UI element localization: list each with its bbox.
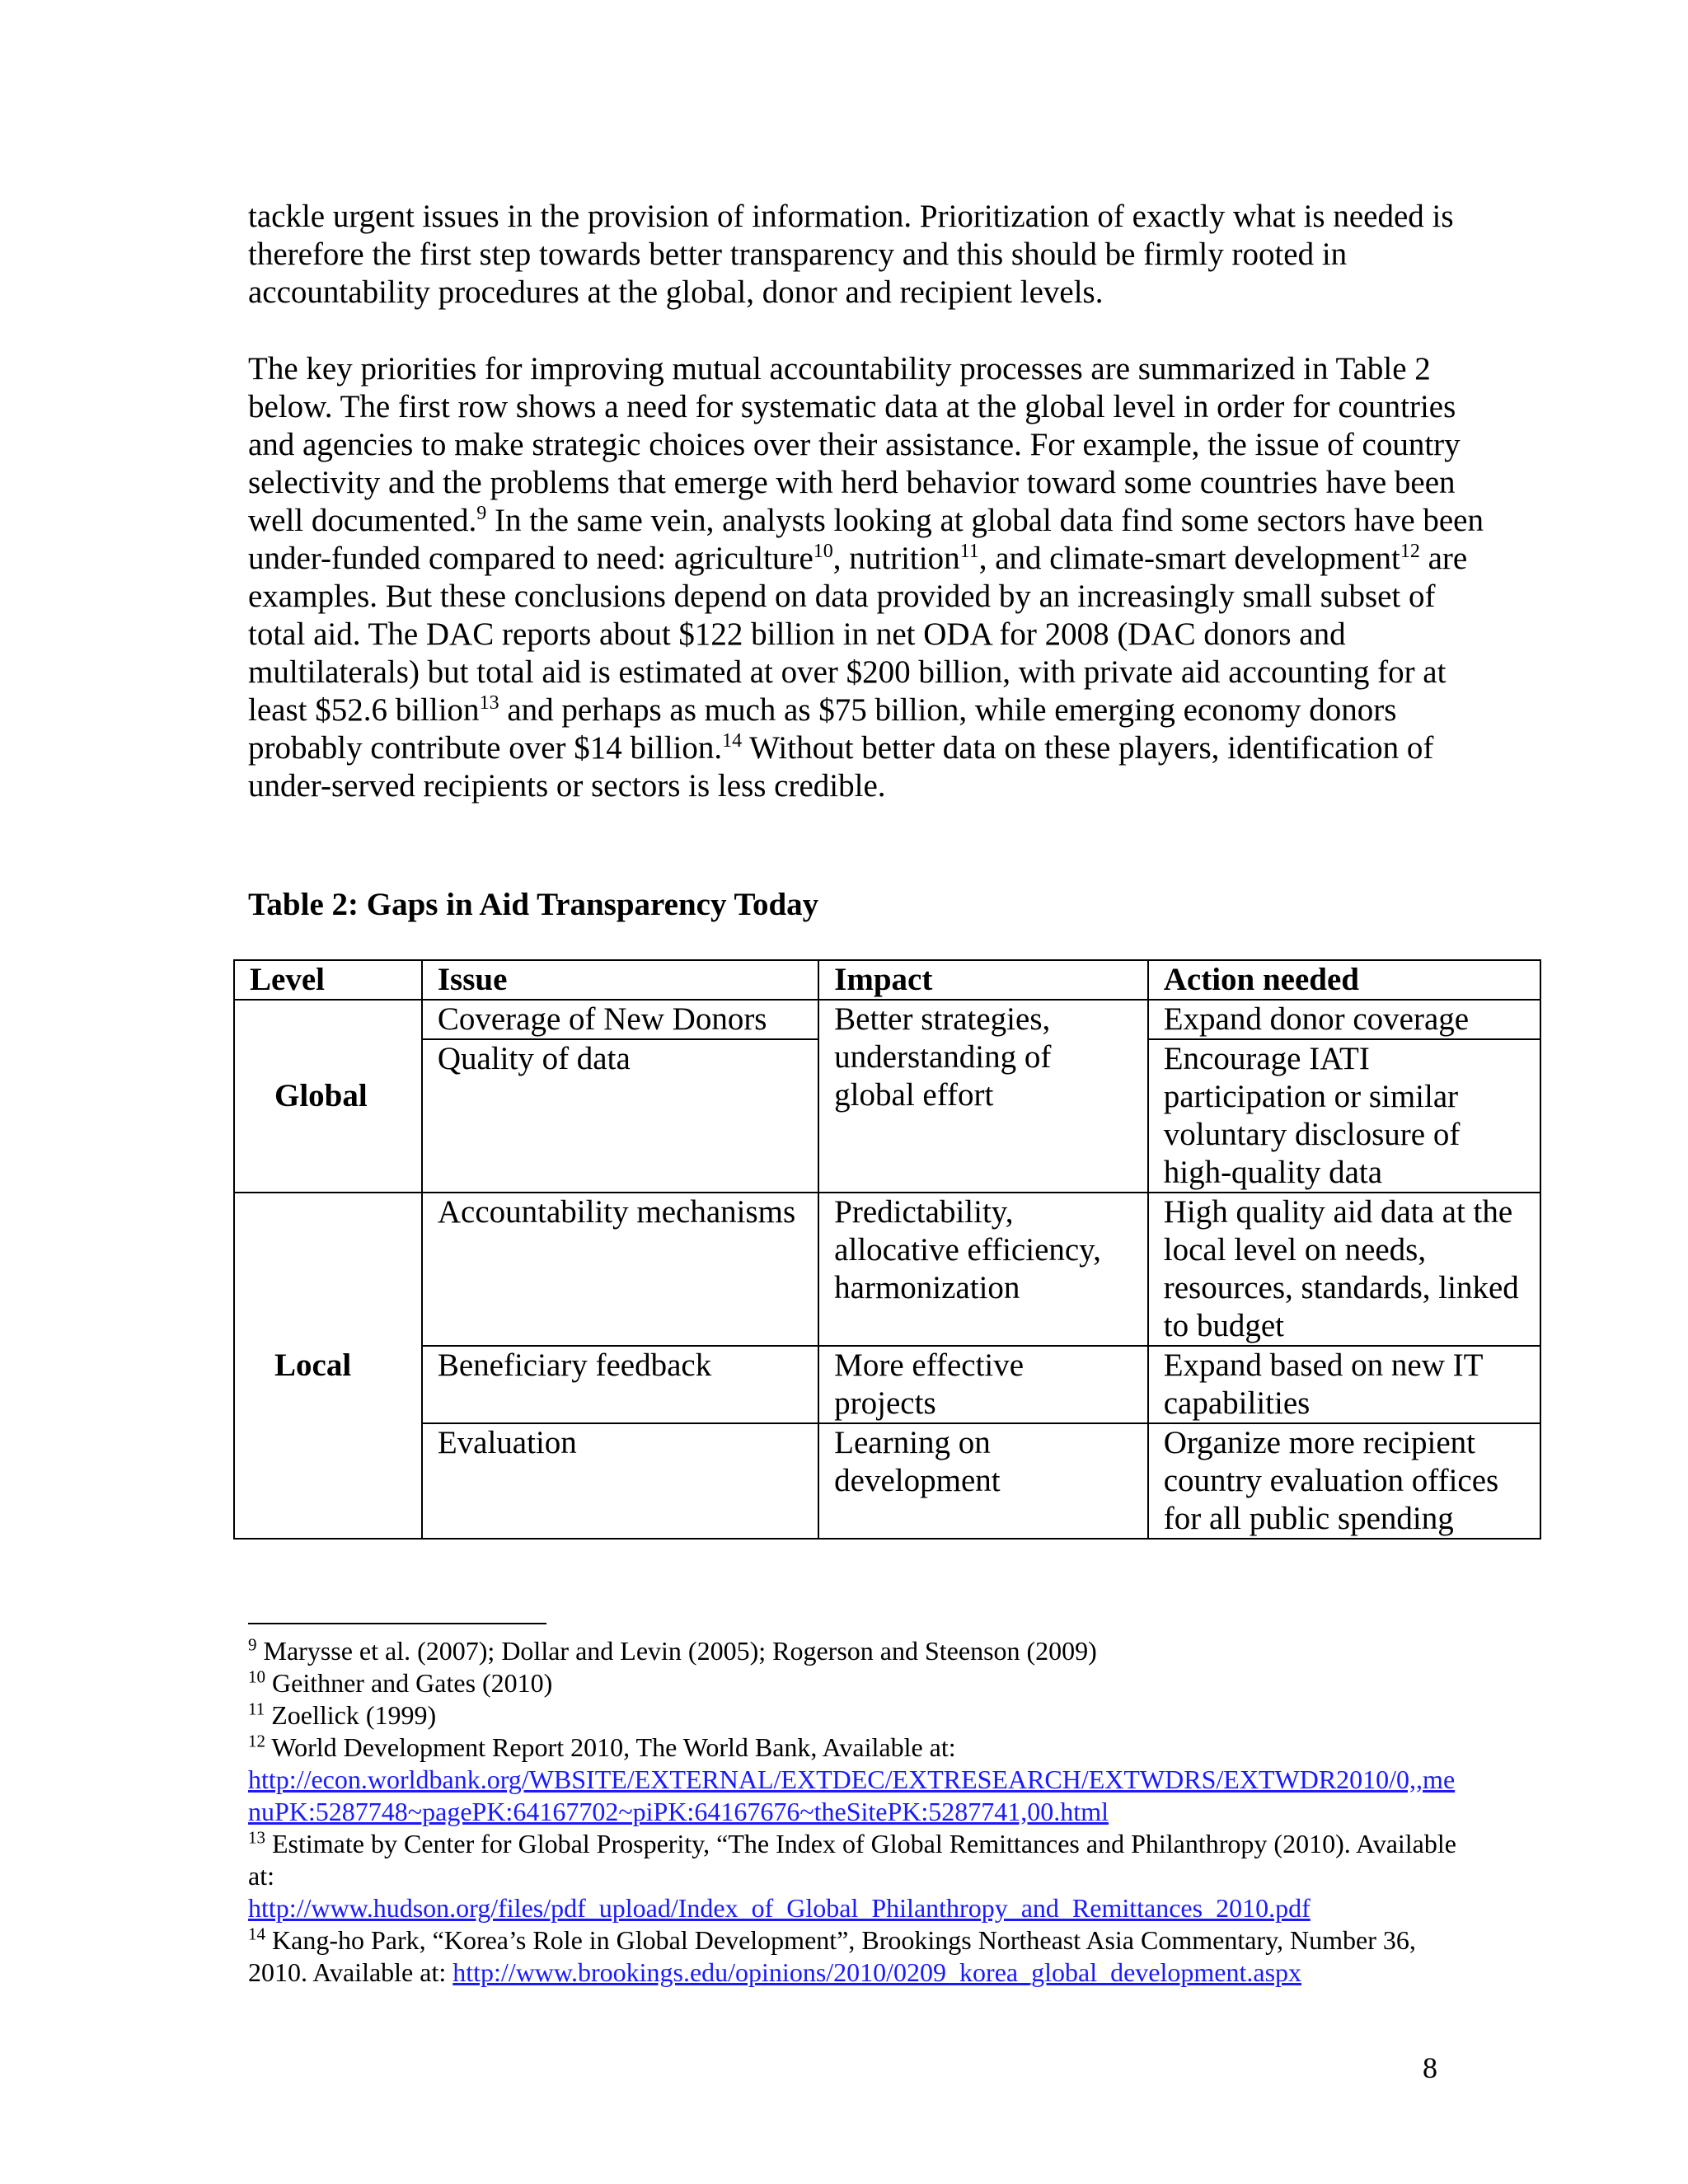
header-impact: Impact [818,960,1148,1000]
footnote-number: 11 [248,1699,265,1719]
table-row [234,1193,1540,1346]
impact-cell: Better strategies, understanding of global effort [818,1000,1148,1193]
table-caption: Table 2: Gaps in Aid Transparency Today [248,887,819,922]
footnote-number: 9 [248,1634,257,1655]
para2-text-1: The key priorities for improving mutual accountability processes are summarized in Table 2 below. The first row shows a need for systematic data at the global level in order for countries and agencies to make strategic choices over their assistance. For example, the issue of country selectivity and the problems that emerge with herd behavior toward some countries have been well documented. [248,351,1461,538]
footnote-14 [248,1924,1468,1989]
footnote-text: Geithner and Gates (2010) [265,1668,553,1698]
para2-text-6: and perhaps as much as $75 billion, while emerging economy donors probably contribute over $14 billion. [248,692,1397,766]
table-row [234,1346,1540,1423]
body-paragraph-1: tackle urgent issues in the provision of information. Prioritization of exactly what is needed is therefore the first step towards better transparency and this should be firmly rooted in accountability procedures at the global, donor and recipient levels. [248,199,1454,310]
action-cell: Encourage IATI participation or similar voluntary disclosure of high-quality data [1148,1039,1540,1193]
table-row [234,1000,1540,1039]
footnote-number: 13 [248,1827,265,1848]
header-level: Level [234,960,422,1000]
hudson-link[interactable]: http://www.hudson.org/files/pdf_upload/Index_of_Global_Philanthropy_and_Remittances_2010.pdf [248,1893,1311,1923]
issue-cell: Coverage of New Donors [422,1000,818,1039]
footnotes [248,1635,1468,1989]
footnote-ref-14[interactable]: 14 [722,730,743,752]
issue-cell: Evaluation [422,1423,818,1539]
footnote-text: World Development Report 2010, The World Bank, Available at: [265,1732,956,1762]
issue-cell: Accountability mechanisms [422,1193,818,1346]
footnote-11 [248,1699,1468,1732]
para2-text-7: Without better data on these players, identification of under-served recipients or sectors is less credible. [248,730,1434,804]
worldbank-link[interactable]: http://econ.worldbank.org/WBSITE/EXTERNAL/EXTDEC/EXTRESEARCH/EXTWDRS/EXTWDR2010/0,,menuPK:5287748~pagePK:64167702~piPK:64167676~theSitePK:5287741,00.html [248,1765,1456,1826]
body-paragraph-2 [248,350,1484,805]
footnote-text: Estimate by Center for Global Prosperity, “The Index of Global Remittances and Philanthropy (2010). Available at: [248,1829,1456,1891]
impact-cell: Learning on development [818,1423,1148,1539]
footnote-text: Marysse et al. (2007); Dollar and Levin (2005); Rogerson and Steenson (2009) [256,1636,1097,1666]
footnote-9 [248,1635,1468,1667]
table-header-row [234,960,1540,1000]
footnote-text: Kang-ho Park, “Korea’s Role in Global Development”, Brookings Northeast Asia Commentary, Number 36, 2010. Available at: [248,1925,1416,1987]
brookings-link[interactable]: http://www.brookings.edu/opinions/2010/0209_korea_global_development.aspx [452,1957,1302,1987]
gaps-table [233,959,1541,1540]
header-action: Action needed [1148,960,1540,1000]
footnote-number: 10 [248,1666,265,1687]
para2-text-5: are examples. But these conclusions depend on data provided by an increasingly small subset of total aid. The DAC reports about $122 billion in net ODA for 2008 (DAC donors and multilaterals) but total aid is estimated at over $200 billion, with private aid accounting for at least $52.6 billion [248,541,1468,728]
footnote-10 [248,1667,1468,1699]
impact-cell: Predictability, allocative efficiency, harmonization [818,1193,1148,1346]
issue-cell: Beneficiary feedback [422,1346,818,1423]
footnote-ref-13[interactable]: 13 [479,692,499,714]
footnote-12 [248,1732,1468,1828]
action-cell: High quality aid data at the local level on needs, resources, standards, linked to budget [1148,1193,1540,1346]
footnote-ref-12[interactable]: 12 [1400,541,1420,562]
para2-text-3: , nutrition [832,541,960,576]
footnote-ref-9[interactable]: 9 [476,503,487,524]
issue-cell: Quality of data [422,1039,818,1193]
action-cell: Organize more recipient country evaluation offices for all public spending [1148,1423,1540,1539]
para2-text-2: In the same vein, analysts looking at global data find some sectors have been under-funded compared to need: agriculture [248,503,1484,576]
level-local: Local [234,1193,422,1539]
action-cell: Expand donor coverage [1148,1000,1540,1039]
footnote-13 [248,1828,1468,1924]
page-number: 8 [1423,2051,1437,2084]
header-issue: Issue [422,960,818,1000]
impact-cell: More effective projects [818,1346,1148,1423]
footnote-ref-10[interactable]: 10 [813,541,833,562]
level-global: Global [234,1000,422,1193]
action-cell: Expand based on new IT capabilities [1148,1346,1540,1423]
footnote-ref-11[interactable]: 11 [959,541,979,562]
footnote-number: 14 [248,1924,265,1944]
para2-text-4: , and climate-smart development [978,541,1400,576]
footnote-number: 12 [248,1731,265,1751]
table-row [234,1423,1540,1539]
footnote-text: Zoellick (1999) [265,1700,437,1730]
footnote-separator [248,1623,546,1624]
